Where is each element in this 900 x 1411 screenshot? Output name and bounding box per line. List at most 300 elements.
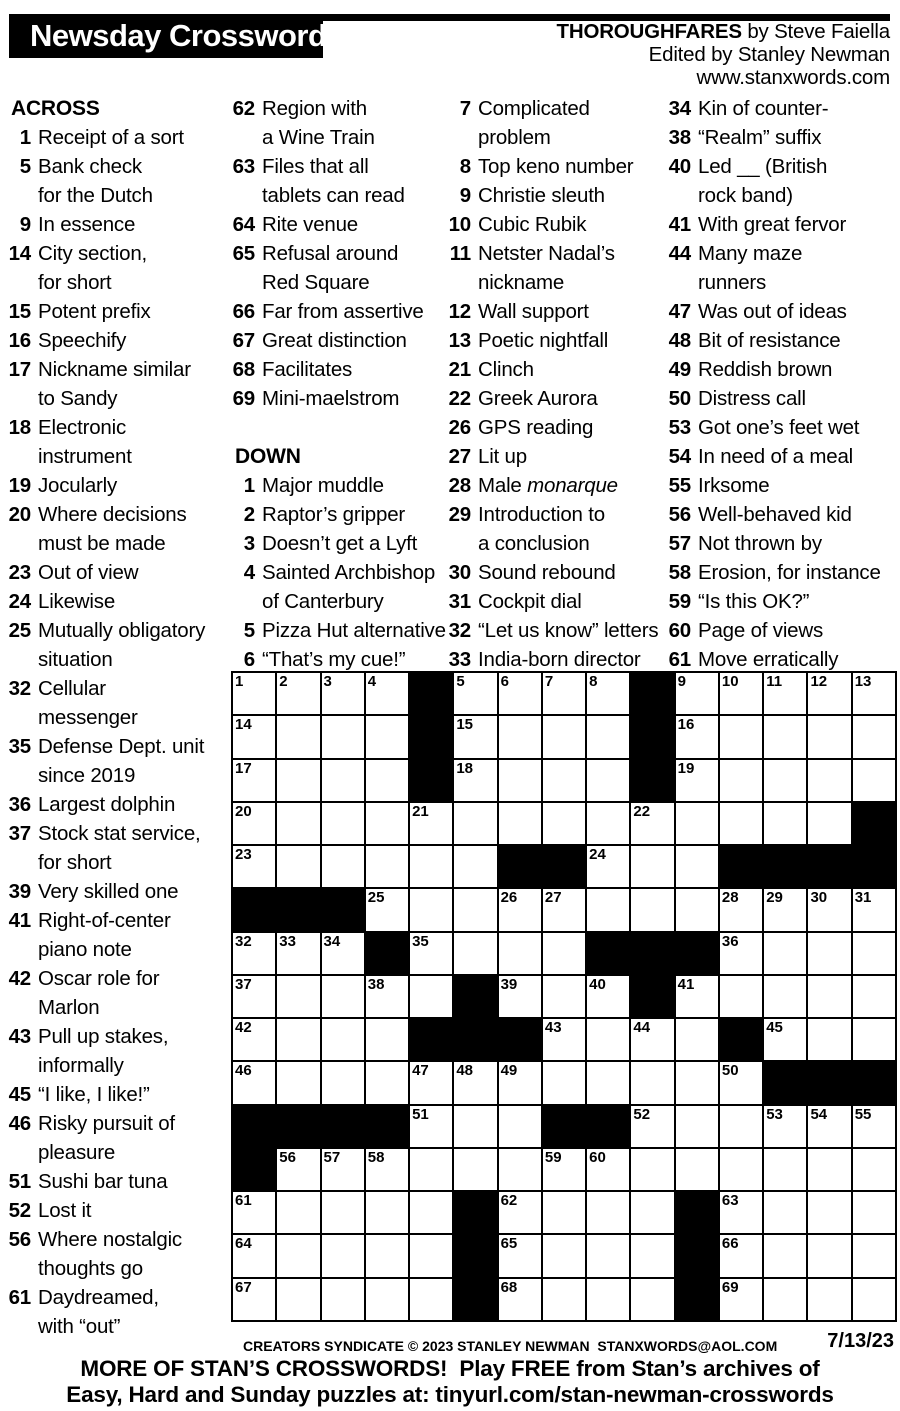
clue-item bbox=[664, 239, 898, 297]
clue-text: Far from assertive bbox=[262, 300, 424, 323]
grid-cell[interactable] bbox=[720, 1279, 762, 1320]
grid-cell[interactable] bbox=[764, 760, 806, 801]
grid-cell[interactable] bbox=[853, 1019, 895, 1060]
grid-cell[interactable] bbox=[366, 976, 408, 1017]
grid-cell[interactable] bbox=[499, 933, 541, 974]
clue-text: Got one’s feet wet bbox=[698, 416, 860, 439]
clue-text: Mutually obligatory situation bbox=[38, 619, 206, 671]
grid-cell[interactable] bbox=[322, 760, 364, 801]
clue-number: 41 bbox=[8, 909, 31, 932]
grid-cell[interactable] bbox=[499, 716, 541, 757]
clue-text: Irksome bbox=[698, 474, 770, 497]
grid-cell[interactable] bbox=[808, 1106, 850, 1147]
clue-number: 39 bbox=[8, 880, 31, 903]
grid-cell-number: 37 bbox=[235, 975, 252, 993]
grid-cell[interactable] bbox=[587, 1062, 629, 1103]
grid-cell[interactable] bbox=[410, 976, 452, 1017]
clue-number: 47 bbox=[668, 300, 691, 323]
grid-cell[interactable] bbox=[366, 760, 408, 801]
grid-cell[interactable] bbox=[720, 1235, 762, 1276]
grid-cell[interactable] bbox=[587, 846, 629, 887]
grid-cell[interactable] bbox=[631, 1192, 673, 1233]
puzzle-title-line bbox=[557, 20, 890, 43]
clue-text: Major muddle bbox=[262, 474, 384, 497]
clue-item bbox=[444, 326, 668, 355]
grid-cell-number: 7 bbox=[544, 673, 554, 690]
grid-cell[interactable] bbox=[587, 1279, 629, 1320]
grid-cell-black bbox=[853, 1062, 895, 1103]
grid-cell[interactable] bbox=[454, 846, 496, 887]
grid-cell-black bbox=[808, 1062, 850, 1103]
grid-cell[interactable] bbox=[808, 933, 850, 974]
clue-number: 51 bbox=[8, 1170, 31, 1193]
grid-cell[interactable] bbox=[322, 1279, 364, 1320]
clue-item bbox=[4, 152, 228, 210]
grid-cell[interactable] bbox=[233, 933, 275, 974]
grid-cell[interactable] bbox=[853, 1106, 895, 1147]
clue-text: Led __ (British rock band) bbox=[698, 155, 828, 207]
clue-item bbox=[4, 1109, 228, 1167]
clue-number: 9 bbox=[19, 213, 31, 236]
grid-cell[interactable] bbox=[277, 846, 319, 887]
clue-item bbox=[4, 210, 228, 239]
grid-cell[interactable] bbox=[808, 1149, 850, 1190]
clue-number: 45 bbox=[8, 1083, 31, 1106]
clue-number: 16 bbox=[8, 329, 31, 352]
grid-cell-black bbox=[631, 716, 673, 757]
grid-cell[interactable] bbox=[454, 673, 496, 714]
grid-cell-black bbox=[631, 760, 673, 801]
clue-number: 4 bbox=[243, 561, 255, 584]
grid-cell[interactable] bbox=[410, 1106, 452, 1147]
crossword-grid bbox=[231, 671, 897, 1322]
grid-cell[interactable] bbox=[543, 1235, 585, 1276]
grid-cell[interactable] bbox=[676, 1019, 718, 1060]
grid-cell-number: 32 bbox=[235, 932, 252, 950]
clue-text: Speechify bbox=[38, 329, 127, 352]
grid-cell[interactable] bbox=[676, 673, 718, 714]
clue-item bbox=[444, 558, 668, 587]
grid-cell[interactable] bbox=[676, 803, 718, 844]
grid-cell[interactable] bbox=[720, 933, 762, 974]
grid-cell[interactable] bbox=[853, 716, 895, 757]
grid-cell[interactable] bbox=[853, 976, 895, 1017]
grid-cell-black bbox=[543, 846, 585, 887]
grid-cell[interactable] bbox=[676, 716, 718, 757]
grid-cell[interactable] bbox=[454, 1149, 496, 1190]
grid-cell[interactable] bbox=[543, 1019, 585, 1060]
clue-text: Lit up bbox=[478, 445, 527, 468]
grid-cell[interactable] bbox=[587, 716, 629, 757]
grid-cell[interactable] bbox=[366, 1062, 408, 1103]
grid-cell[interactable] bbox=[676, 1062, 718, 1103]
grid-cell-number: 10 bbox=[721, 673, 739, 690]
clue-item bbox=[664, 471, 898, 500]
grid-cell[interactable] bbox=[277, 803, 319, 844]
grid-cell[interactable] bbox=[322, 933, 364, 974]
grid-cell[interactable] bbox=[631, 1106, 673, 1147]
grid-cell[interactable] bbox=[277, 1062, 319, 1103]
grid-cell[interactable] bbox=[410, 846, 452, 887]
grid-cell[interactable] bbox=[764, 889, 806, 930]
clue-item bbox=[4, 1283, 228, 1341]
grid-cell[interactable] bbox=[233, 760, 275, 801]
clue-number: 65 bbox=[232, 242, 255, 265]
grid-cell[interactable] bbox=[676, 976, 718, 1017]
clue-text: Clinch bbox=[478, 358, 534, 381]
grid-cell[interactable] bbox=[764, 1106, 806, 1147]
grid-cell-number: 30 bbox=[810, 889, 828, 907]
grid-cell-number: 62 bbox=[500, 1192, 518, 1210]
grid-cell-number: 17 bbox=[235, 759, 252, 777]
grid-cell-black bbox=[410, 716, 452, 757]
grid-cell[interactable] bbox=[720, 803, 762, 844]
grid-cell[interactable] bbox=[454, 803, 496, 844]
grid-cell[interactable] bbox=[499, 803, 541, 844]
grid-cell[interactable] bbox=[322, 673, 364, 714]
grid-cell[interactable] bbox=[853, 760, 895, 801]
grid-cell[interactable] bbox=[631, 1062, 673, 1103]
grid-cell[interactable] bbox=[277, 1235, 319, 1276]
grid-cell[interactable] bbox=[764, 803, 806, 844]
grid-cell-black bbox=[543, 1106, 585, 1147]
grid-cell[interactable] bbox=[277, 1279, 319, 1320]
grid-cell[interactable] bbox=[322, 1235, 364, 1276]
grid-cell-black bbox=[720, 1019, 762, 1060]
grid-cell[interactable] bbox=[543, 1149, 585, 1190]
clue-number: 28 bbox=[448, 474, 471, 497]
grid-cell-black bbox=[366, 1106, 408, 1147]
grid-cell[interactable] bbox=[543, 716, 585, 757]
grid-cell-number: 29 bbox=[766, 889, 783, 907]
grid-cell[interactable] bbox=[454, 760, 496, 801]
grid-cell[interactable] bbox=[631, 1149, 673, 1190]
grid-cell[interactable] bbox=[720, 673, 762, 714]
grid-cell[interactable] bbox=[587, 760, 629, 801]
grid-cell[interactable] bbox=[410, 1192, 452, 1233]
clue-text: Mini-maelstrom bbox=[262, 387, 400, 410]
grid-cell[interactable] bbox=[676, 889, 718, 930]
clue-item bbox=[4, 471, 228, 500]
grid-cell-number: 52 bbox=[633, 1105, 651, 1123]
grid-cell[interactable] bbox=[764, 673, 806, 714]
grid-cell-number: 9 bbox=[677, 673, 686, 690]
grid-cell[interactable] bbox=[277, 933, 319, 974]
grid-cell[interactable] bbox=[499, 1106, 541, 1147]
grid-cell[interactable] bbox=[720, 716, 762, 757]
clue-text: Files that all tablets can read bbox=[262, 155, 405, 207]
grid-cell[interactable] bbox=[277, 760, 319, 801]
clue-number: 62 bbox=[232, 97, 255, 120]
grid-cell[interactable] bbox=[853, 1279, 895, 1320]
grid-cell[interactable] bbox=[499, 1279, 541, 1320]
grid-cell[interactable] bbox=[277, 976, 319, 1017]
grid-cell-number: 53 bbox=[766, 1105, 783, 1123]
clue-text: Potent prefix bbox=[38, 300, 151, 323]
grid-cell[interactable] bbox=[322, 976, 364, 1017]
grid-cell-number: 23 bbox=[235, 846, 252, 864]
grid-cell[interactable] bbox=[631, 846, 673, 887]
grid-cell[interactable] bbox=[631, 1019, 673, 1060]
clue-number: 5 bbox=[19, 155, 31, 178]
grid-cell[interactable] bbox=[543, 976, 585, 1017]
grid-cell[interactable] bbox=[587, 1192, 629, 1233]
grid-cell[interactable] bbox=[764, 1235, 806, 1276]
clue-item bbox=[444, 239, 668, 297]
grid-cell-number: 47 bbox=[412, 1062, 429, 1080]
grid-cell[interactable] bbox=[499, 1192, 541, 1233]
clue-item bbox=[228, 239, 448, 297]
grid-cell-black bbox=[499, 1019, 541, 1060]
clue-number: 14 bbox=[8, 242, 31, 265]
grid-cell[interactable] bbox=[543, 1279, 585, 1320]
grid-cell-number: 48 bbox=[456, 1062, 474, 1080]
grid-cell[interactable] bbox=[853, 673, 895, 714]
grid-cell[interactable] bbox=[543, 933, 585, 974]
grid-cell[interactable] bbox=[233, 1062, 275, 1103]
grid-cell-black bbox=[853, 803, 895, 844]
grid-cell[interactable] bbox=[233, 1019, 275, 1060]
grid-cell-number: 59 bbox=[544, 1148, 562, 1166]
grid-cell[interactable] bbox=[499, 760, 541, 801]
grid-cell[interactable] bbox=[808, 760, 850, 801]
grid-cell[interactable] bbox=[587, 673, 629, 714]
grid-cell-number: 35 bbox=[412, 932, 429, 950]
clue-text: Cellular messenger bbox=[38, 677, 138, 729]
grid-cell-black bbox=[631, 673, 673, 714]
grid-cell[interactable] bbox=[808, 1192, 850, 1233]
grid-cell[interactable] bbox=[543, 1192, 585, 1233]
grid-cell-number: 22 bbox=[633, 802, 651, 820]
grid-cell[interactable] bbox=[764, 1019, 806, 1060]
grid-cell-number: 3 bbox=[323, 673, 332, 690]
grid-cell[interactable] bbox=[808, 1279, 850, 1320]
clue-number: 3 bbox=[243, 532, 255, 555]
clue-item bbox=[4, 1196, 228, 1225]
grid-cell[interactable] bbox=[720, 760, 762, 801]
clue-number: 1 bbox=[243, 474, 255, 497]
grid-cell[interactable] bbox=[676, 760, 718, 801]
grid-cell[interactable] bbox=[233, 1235, 275, 1276]
puzzle-website: www.stanxwords.com bbox=[696, 66, 890, 89]
clue-number: 29 bbox=[448, 503, 471, 526]
grid-cell[interactable] bbox=[676, 1106, 718, 1147]
grid-cell[interactable] bbox=[853, 1149, 895, 1190]
grid-cell[interactable] bbox=[676, 1149, 718, 1190]
clue-number: 22 bbox=[448, 387, 471, 410]
clue-item bbox=[444, 297, 668, 326]
grid-cell[interactable] bbox=[808, 1019, 850, 1060]
grid-cell[interactable] bbox=[366, 1235, 408, 1276]
grid-cell[interactable] bbox=[808, 673, 850, 714]
grid-cell[interactable] bbox=[233, 976, 275, 1017]
grid-cell[interactable] bbox=[277, 1192, 319, 1233]
grid-cell[interactable] bbox=[410, 803, 452, 844]
grid-cell[interactable] bbox=[631, 1235, 673, 1276]
grid-cell[interactable] bbox=[587, 1149, 629, 1190]
grid-cell[interactable] bbox=[543, 889, 585, 930]
grid-cell[interactable] bbox=[587, 976, 629, 1017]
grid-cell[interactable] bbox=[366, 1149, 408, 1190]
grid-cell[interactable] bbox=[277, 716, 319, 757]
grid-cell[interactable] bbox=[808, 889, 850, 930]
clue-number: 53 bbox=[668, 416, 691, 439]
grid-cell[interactable] bbox=[543, 1062, 585, 1103]
clue-text: Facilitates bbox=[262, 358, 353, 381]
grid-cell-number: 15 bbox=[456, 716, 474, 734]
clue-item bbox=[664, 616, 898, 645]
grid-cell[interactable] bbox=[631, 1279, 673, 1320]
grid-cell[interactable] bbox=[587, 1235, 629, 1276]
clue-item bbox=[4, 1080, 228, 1109]
clue-number: 59 bbox=[668, 590, 691, 613]
clue-text: Region with a Wine Train bbox=[262, 97, 375, 149]
grid-cell[interactable] bbox=[366, 846, 408, 887]
grid-cell[interactable] bbox=[366, 803, 408, 844]
grid-cell[interactable] bbox=[366, 673, 408, 714]
grid-cell[interactable] bbox=[277, 1019, 319, 1060]
grid-cell[interactable] bbox=[277, 1149, 319, 1190]
grid-cell[interactable] bbox=[499, 1062, 541, 1103]
grid-cell[interactable] bbox=[233, 673, 275, 714]
grid-cell[interactable] bbox=[720, 1062, 762, 1103]
grid-cell[interactable] bbox=[410, 889, 452, 930]
grid-cell[interactable] bbox=[366, 1279, 408, 1320]
grid-cell[interactable] bbox=[366, 1192, 408, 1233]
grid-cell[interactable] bbox=[720, 1149, 762, 1190]
grid-cell[interactable] bbox=[676, 846, 718, 887]
grid-cell[interactable] bbox=[720, 1192, 762, 1233]
grid-cell-number: 18 bbox=[456, 759, 474, 777]
clue-number: 61 bbox=[8, 1286, 31, 1309]
grid-cell[interactable] bbox=[322, 846, 364, 887]
grid-cell[interactable] bbox=[322, 1019, 364, 1060]
clue-number: 42 bbox=[8, 967, 31, 990]
grid-cell[interactable] bbox=[543, 803, 585, 844]
grid-cell[interactable] bbox=[322, 803, 364, 844]
grid-cell-black bbox=[720, 846, 762, 887]
grid-cell[interactable] bbox=[587, 1019, 629, 1060]
clue-text: Pull up stakes, informally bbox=[38, 1025, 169, 1077]
grid-cell[interactable] bbox=[410, 1279, 452, 1320]
grid-cell[interactable] bbox=[322, 1192, 364, 1233]
clue-number: 49 bbox=[668, 358, 691, 381]
grid-cell[interactable] bbox=[853, 889, 895, 930]
grid-cell[interactable] bbox=[322, 716, 364, 757]
grid-cell[interactable] bbox=[499, 1149, 541, 1190]
grid-cell[interactable] bbox=[366, 1019, 408, 1060]
grid-cell[interactable] bbox=[233, 803, 275, 844]
grid-cell[interactable] bbox=[543, 673, 585, 714]
clue-item bbox=[444, 210, 668, 239]
clue-number: 67 bbox=[232, 329, 255, 352]
grid-cell[interactable] bbox=[808, 976, 850, 1017]
grid-cell[interactable] bbox=[454, 933, 496, 974]
grid-cell-number: 49 bbox=[500, 1062, 518, 1080]
grid-cell[interactable] bbox=[587, 889, 629, 930]
grid-cell[interactable] bbox=[853, 1235, 895, 1276]
grid-cell[interactable] bbox=[366, 889, 408, 930]
grid-cell[interactable] bbox=[454, 716, 496, 757]
grid-cell-number: 67 bbox=[235, 1278, 252, 1296]
grid-cell[interactable] bbox=[410, 1149, 452, 1190]
grid-cell[interactable] bbox=[366, 716, 408, 757]
grid-cell-number: 28 bbox=[721, 889, 739, 907]
clue-column-2 bbox=[228, 94, 448, 674]
clue-text: Right-of-center piano note bbox=[38, 909, 171, 961]
grid-cell-black bbox=[454, 1235, 496, 1276]
clue-text: Very skilled one bbox=[38, 880, 179, 903]
clue-number: 11 bbox=[449, 242, 471, 265]
grid-cell[interactable] bbox=[499, 976, 541, 1017]
grid-cell[interactable] bbox=[499, 889, 541, 930]
grid-cell-black bbox=[587, 1106, 629, 1147]
clue-text: Move erratically bbox=[698, 648, 839, 671]
clue-text: Complicated problem bbox=[478, 97, 590, 149]
grid-cell[interactable] bbox=[587, 803, 629, 844]
grid-cell[interactable] bbox=[233, 846, 275, 887]
clue-text: Doesn’t get a Lyft bbox=[262, 532, 418, 555]
grid-cell[interactable] bbox=[720, 889, 762, 930]
clue-item bbox=[664, 94, 898, 123]
grid-cell[interactable] bbox=[808, 803, 850, 844]
grid-cell[interactable] bbox=[808, 1235, 850, 1276]
grid-cell[interactable] bbox=[808, 716, 850, 757]
grid-cell[interactable] bbox=[764, 1149, 806, 1190]
clue-number: 25 bbox=[8, 619, 31, 642]
grid-cell[interactable] bbox=[410, 933, 452, 974]
clue-number: 9 bbox=[459, 184, 471, 207]
clue-text: Male monarque bbox=[478, 474, 618, 497]
clue-number: 69 bbox=[232, 387, 255, 410]
grid-cell-number: 68 bbox=[500, 1278, 518, 1296]
grid-cell[interactable] bbox=[454, 889, 496, 930]
grid-cell[interactable] bbox=[720, 976, 762, 1017]
grid-cell[interactable] bbox=[322, 1149, 364, 1190]
grid-cell[interactable] bbox=[764, 1279, 806, 1320]
clue-number: 37 bbox=[8, 822, 31, 845]
grid-cell-black bbox=[499, 846, 541, 887]
grid-cell[interactable] bbox=[277, 673, 319, 714]
grid-cell[interactable] bbox=[499, 1235, 541, 1276]
clue-item bbox=[664, 645, 898, 674]
grid-cell[interactable] bbox=[499, 673, 541, 714]
grid-cell[interactable] bbox=[764, 1192, 806, 1233]
grid-cell[interactable] bbox=[543, 760, 585, 801]
grid-cell[interactable] bbox=[631, 803, 673, 844]
grid-cell-number: 8 bbox=[589, 673, 598, 690]
grid-cell[interactable] bbox=[454, 1062, 496, 1103]
grid-cell[interactable] bbox=[853, 1192, 895, 1233]
grid-cell[interactable] bbox=[720, 1106, 762, 1147]
grid-cell[interactable] bbox=[631, 889, 673, 930]
clue-number: 58 bbox=[668, 561, 691, 584]
grid-cell[interactable] bbox=[233, 1192, 275, 1233]
clue-item bbox=[4, 1225, 228, 1283]
grid-cell[interactable] bbox=[322, 1062, 364, 1103]
grid-cell-number: 46 bbox=[235, 1062, 252, 1080]
grid-cell[interactable] bbox=[454, 1106, 496, 1147]
grid-cell[interactable] bbox=[764, 976, 806, 1017]
grid-cell[interactable] bbox=[764, 933, 806, 974]
grid-cell-number: 24 bbox=[589, 846, 606, 864]
grid-cell[interactable] bbox=[410, 1235, 452, 1276]
grid-cell[interactable] bbox=[853, 933, 895, 974]
grid-cell[interactable] bbox=[233, 1279, 275, 1320]
grid-cell[interactable] bbox=[233, 716, 275, 757]
grid-cell[interactable] bbox=[410, 1062, 452, 1103]
grid-cell[interactable] bbox=[764, 716, 806, 757]
